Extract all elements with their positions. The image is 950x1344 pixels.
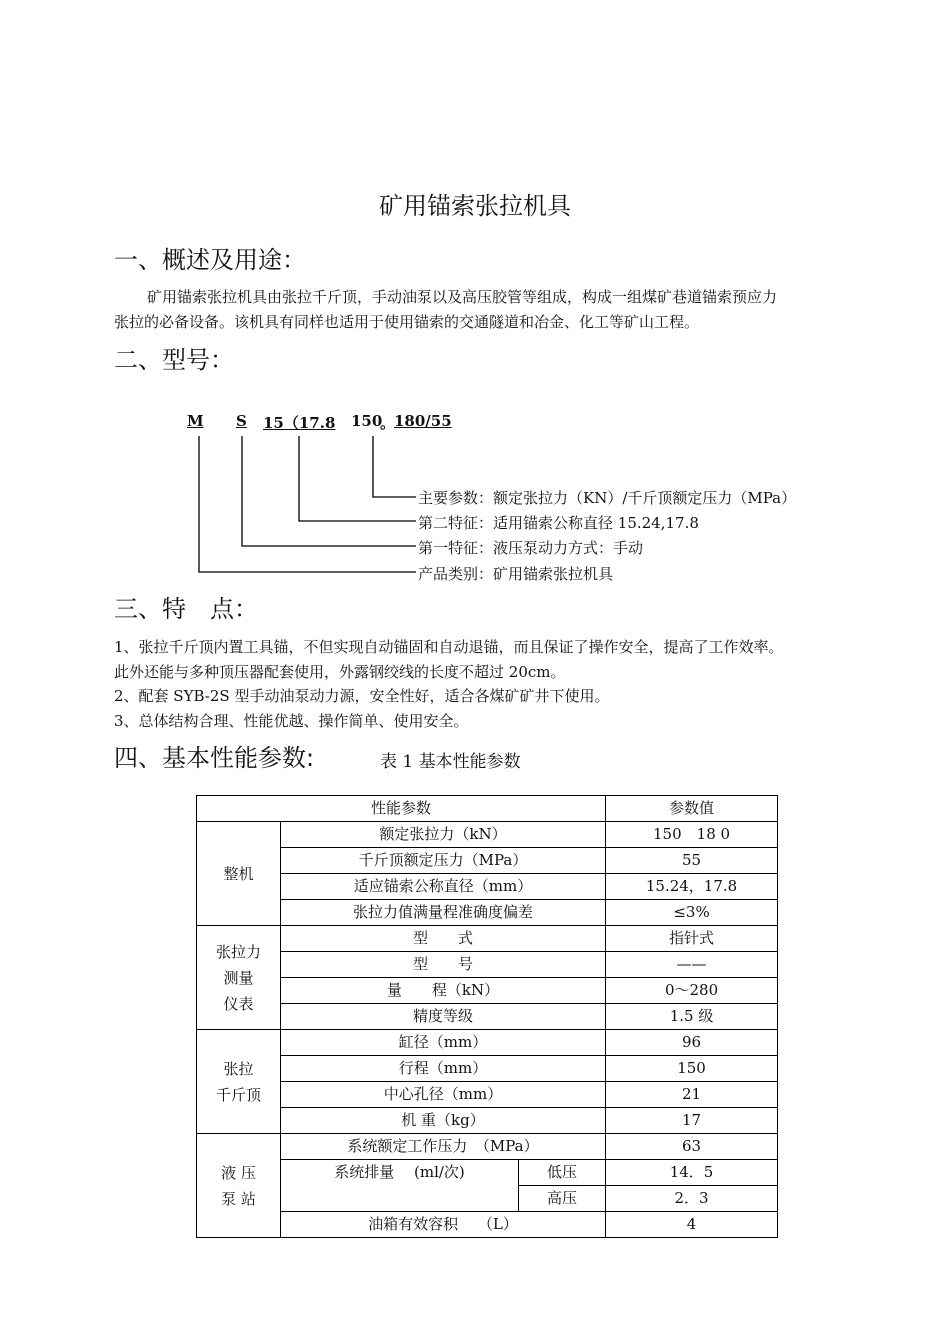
table-row [197,822,778,848]
group-label-line: 液 压 [221,1163,256,1182]
param-value: 15.24，17.8 [606,874,778,900]
section-heading-features: 三、特 点： [114,595,258,623]
table-row [197,1030,778,1056]
table-row [197,874,778,900]
table-row [197,978,778,1004]
table-row [197,952,778,978]
model-code-diameter: 15（17.8 [263,414,336,432]
section-heading-overview: 一、概述及用途： [114,246,306,274]
model-code-s: S [236,412,247,430]
param-subname-high: 高压 [519,1186,606,1212]
param-value: 21 [606,1082,778,1108]
features-line-4: 3、总体结构合理、性能优越、操作简单、使用安全。 [114,712,469,730]
table-row [197,1056,778,1082]
param-value: ≤3% [606,900,778,926]
model-desc-main-params: 主要参数：额定张拉力（KN）/千斤顶额定压力（MPa） [418,489,797,507]
table-caption: 表 1 基本性能参数 [380,752,521,772]
param-value: 0～280 [606,978,778,1004]
table-row [197,1134,778,1160]
group-label-line: 张拉力 [215,942,261,961]
table-header-row [197,796,778,822]
param-value: 指针式 [606,926,778,952]
param-name: 行程（mm） [281,1056,606,1082]
group-label-gauge [197,926,281,1030]
param-value: 2．3 [606,1186,778,1212]
param-name: 千斤顶额定压力（MPa） [281,848,606,874]
param-name: 额定张拉力（kN） [281,822,606,848]
param-name: 型 式 [281,926,606,952]
param-value: 150 [606,1056,778,1082]
model-desc-first-feature: 第一特征：液压泵动力方式：手动 [418,539,644,557]
param-value: 4 [606,1212,778,1238]
param-value: 55 [606,848,778,874]
table-row [197,926,778,952]
overview-text-line-1: 矿用锚索张拉机具由张拉千斤顶，手动油泵以及高压胶管等组成，构成一组煤矿巷道锚索预应力 [147,288,778,306]
param-name: 系统排量 (ml/次) [281,1160,519,1212]
param-value: 63 [606,1134,778,1160]
table-row [197,900,778,926]
param-name: 系统额定工作压力 （MPa） [281,1134,606,1160]
model-desc-second-feature: 第二特征：适用锚索公称直径 15.24,17.8 [418,514,699,532]
param-name: 适应锚索公称直径（mm） [281,874,606,900]
section-heading-model: 二、型号： [114,346,234,374]
param-value: 1.5 级 [606,1004,778,1030]
group-label-line: 仪表 [223,994,254,1013]
group-label-jack [197,1030,281,1134]
param-value: 14．5 [606,1160,778,1186]
param-name: 油箱有效容积 （L） [281,1212,606,1238]
table-row [197,848,778,874]
model-code-separator: 。 [380,414,396,432]
param-value: 150 18 0 [606,822,778,848]
model-code-pressure: 180/55 [394,412,452,430]
group-label-pump [197,1134,281,1238]
param-name: 张拉力值满量程准确度偏差 [281,900,606,926]
overview-text-line-2: 张拉的必备设备。该机具有同样也适用于使用锚索的交通隧道和冶金、化工等矿山工程。 [114,313,700,331]
model-desc-category: 产品类别：矿用锚索张拉机具 [418,565,614,583]
group-label-line: 泵 站 [221,1189,256,1208]
param-value: 17 [606,1108,778,1134]
table-row [197,1212,778,1238]
group-label-line: 测量 [223,968,254,987]
group-label-line: 张拉 [223,1059,254,1078]
section-heading-params: 四、基本性能参数: [114,744,315,772]
param-subname-low: 低压 [519,1160,606,1186]
param-name: 中心孔径（mm） [281,1082,606,1108]
performance-params-table [196,795,778,1238]
table-row [197,1108,778,1134]
param-name: 机 重（kg） [281,1108,606,1134]
param-value: —— [606,952,778,978]
param-value: 96 [606,1030,778,1056]
table-row [197,1160,778,1186]
param-name: 精度等级 [281,1004,606,1030]
table-row [197,1004,778,1030]
page-title: 矿用锚索张拉机具 [379,192,571,220]
features-line-1: 1、张拉千斤顶内置工具锚，不但实现自动锚固和自动退锚，而且保证了操作安全，提高了工作效率。 [114,638,784,656]
param-name: 型 号 [281,952,606,978]
header-param: 性能参数 [197,796,606,822]
table-row [197,1082,778,1108]
group-label-machine: 整机 [197,822,281,926]
model-code-force: 150 [351,412,383,430]
model-code-m: M [187,412,204,430]
param-name: 量 程（kN） [281,978,606,1004]
features-line-3: 2、配套 SYB-2S 型手动油泵动力源，安全性好，适合各煤矿矿井下使用。 [114,687,610,705]
header-value: 参数值 [606,796,778,822]
group-label-line: 千斤顶 [215,1085,261,1104]
features-line-2: 此外还能与多种顶压器配套使用，外露钢绞线的长度不超过 20cm。 [114,663,566,681]
param-name: 缸径（mm） [281,1030,606,1056]
